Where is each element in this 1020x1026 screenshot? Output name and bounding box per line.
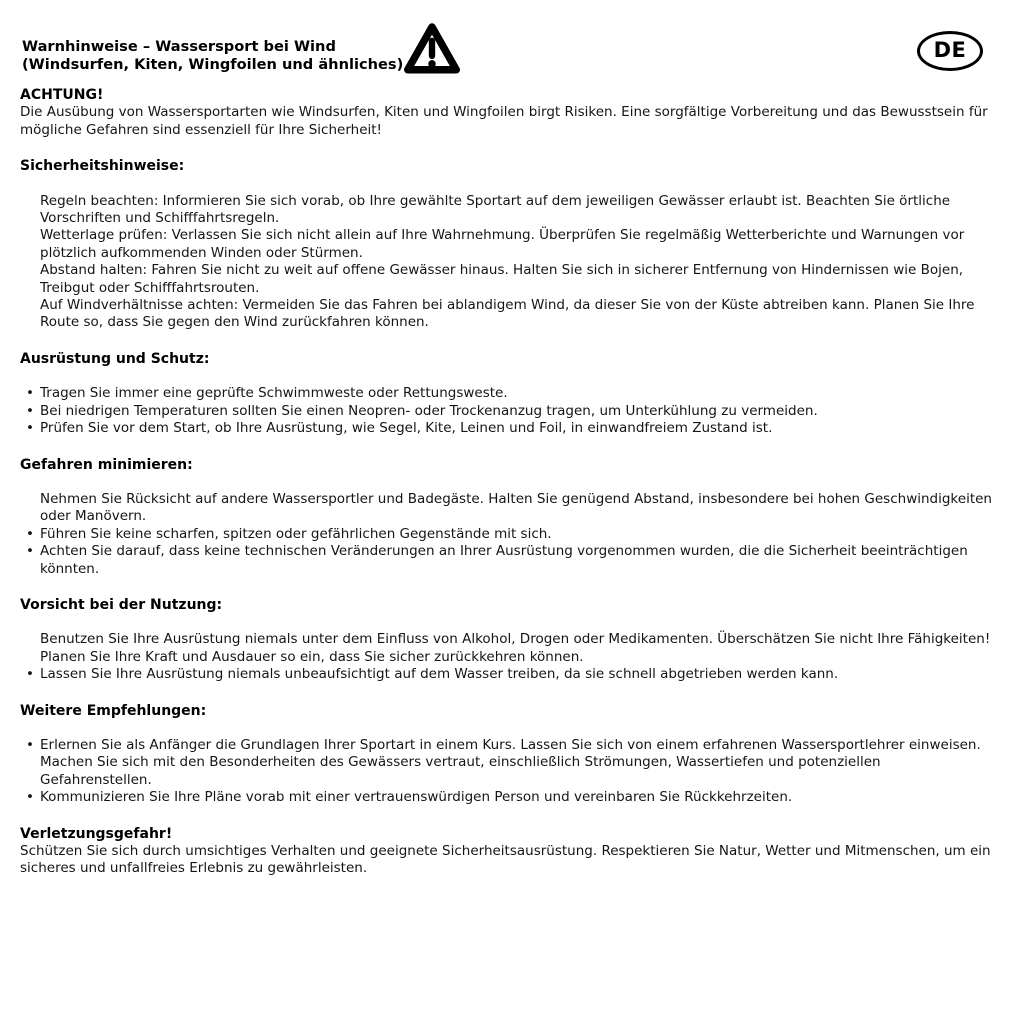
section-list-vorsicht xyxy=(20,631,995,683)
section-list-gefahren xyxy=(20,491,995,578)
section-list-ausruestung xyxy=(20,385,995,437)
bullet-item: • Kommunizieren Sie Ihre Pläne vorab mit einer vertrauenswürdigen Person und vereinbaren Sie Rückkehrzeiten. xyxy=(40,789,995,806)
bullet-item: • Prüfen Sie vor dem Start, ob Ihre Ausrüstung, wie Segel, Kite, Leinen und Foil, in einwandfreiem Zustand ist. xyxy=(40,420,995,437)
page-title-line2: (Windsurfen, Kiten, Wingfoilen und ähnliches) xyxy=(22,56,404,73)
list-item: Abstand halten: Fahren Sie nicht zu weit auf offene Gewässer hinaus. Halten Sie sich in sicherer Entfernung von Hindernissen wie Bojen, Treibgut oder Schifffahrtsrouten. xyxy=(40,262,964,296)
section-heading-ausruestung: Ausrüstung und Schutz: xyxy=(20,350,210,367)
page-title-line1: Warnhinweise – Wassersport bei Wind xyxy=(22,38,336,55)
list-item: Auf Windverhältnisse achten: Vermeiden Sie das Fahren bei ablandigem Wind, da dieser Sie von der Küste abtreiben kann. Planen Sie Ihre Route so, dass Sie gegen den Wind zurückfahren können. xyxy=(40,297,975,331)
bullet-item: • Erlernen Sie als Anfänger die Grundlagen Ihrer Sportart in einem Kurs. Lassen Sie sich von einem erfahrenen Wassersportlehrer einweisen. xyxy=(40,737,995,754)
attention-paragraph: Die Ausübung von Wassersportarten wie Windsurfen, Kiten und Wingfoilen birgt Risiken. Eine sorgfältige Vorbereitung und das Bewusstsein für mögliche Gefahren sind essenziell für Ihre Sicherheit! xyxy=(20,104,988,138)
language-badge xyxy=(917,31,983,71)
list-item: Benutzen Sie Ihre Ausrüstung niemals unter dem Einfluss von Alkohol, Drogen oder Medikamenten. Überschätzen Sie nicht Ihre Fähigkeiten! Planen Sie Ihre Kraft und Ausdauer so ein, dass Sie sicher zurückkehren können. xyxy=(40,631,991,665)
injury-warning-paragraph: Schützen Sie sich durch umsichtiges Verhalten und geeignete Sicherheitsausrüstung. Respektieren Sie Natur, Wetter und Mitmenschen, um ein sicheres und unfallfreies Erlebnis zu gewährleisten. xyxy=(20,843,991,877)
bullet-item: • Bei niedrigen Temperaturen sollten Sie einen Neopren- oder Trockenanzug tragen, um Unterkühlung zu vermeiden. xyxy=(40,403,995,420)
section-list-empfehlungen xyxy=(20,737,995,807)
list-item: Wetterlage prüfen: Verlassen Sie sich nicht allein auf Ihre Wahrnehmung. Überprüfen Sie regelmäßig Wetterberichte und Warnungen vor plötzlich aufkommenden Winden oder Stürmen. xyxy=(40,227,965,261)
list-item: Regeln beachten: Informieren Sie sich vorab, ob Ihre gewählte Sportart auf dem jeweiligen Gewässer erlaubt ist. Beachten Sie örtliche Vorschriften und Schifffahrtsregeln. xyxy=(40,192,951,227)
attention-heading: ACHTUNG! xyxy=(20,87,104,103)
page-title xyxy=(22,38,403,74)
language-badge-label: DE xyxy=(933,38,967,63)
list-item: Nehmen Sie Rücksicht auf andere Wassersportler und Badegäste. Halten Sie genügend Abstand, insbesondere bei hohen Geschwindigkeiten oder Manövern. xyxy=(40,490,992,525)
section-heading-gefahren: Gefahren minimieren: xyxy=(20,456,193,473)
warning-triangle-icon xyxy=(402,21,462,78)
list-item: Machen Sie sich mit den Besonderheiten des Gewässers vertraut, einschließlich Strömungen, Wassertiefen und potenziellen Gefahrenstellen. xyxy=(40,754,881,788)
injury-warning-heading: Verletzungsgefahr! xyxy=(20,825,173,842)
bullet-item: • Lassen Sie Ihre Ausrüstung niemals unbeaufsichtigt auf dem Wasser treiben, da sie schnell abgetrieben werden kann. xyxy=(40,666,995,683)
document-body xyxy=(20,87,995,878)
bullet-item: • Tragen Sie immer eine geprüfte Schwimmweste oder Rettungsweste. xyxy=(40,385,995,402)
bullet-item: • Führen Sie keine scharfen, spitzen oder gefährlichen Gegenstände mit sich. xyxy=(40,526,995,543)
bullet-item: • Achten Sie darauf, dass keine technischen Veränderungen an Ihrer Ausrüstung vorgenommen wurden, die die Sicherheit beeinträchtigen könnten. xyxy=(40,543,995,578)
section-heading-empfehlungen: Weitere Empfehlungen: xyxy=(20,702,207,719)
section-heading-vorsicht: Vorsicht bei der Nutzung: xyxy=(20,596,223,613)
section-list-sicherheitshinweise xyxy=(20,193,995,332)
section-heading-sicherheitshinweise: Sicherheitshinweise: xyxy=(20,158,185,175)
